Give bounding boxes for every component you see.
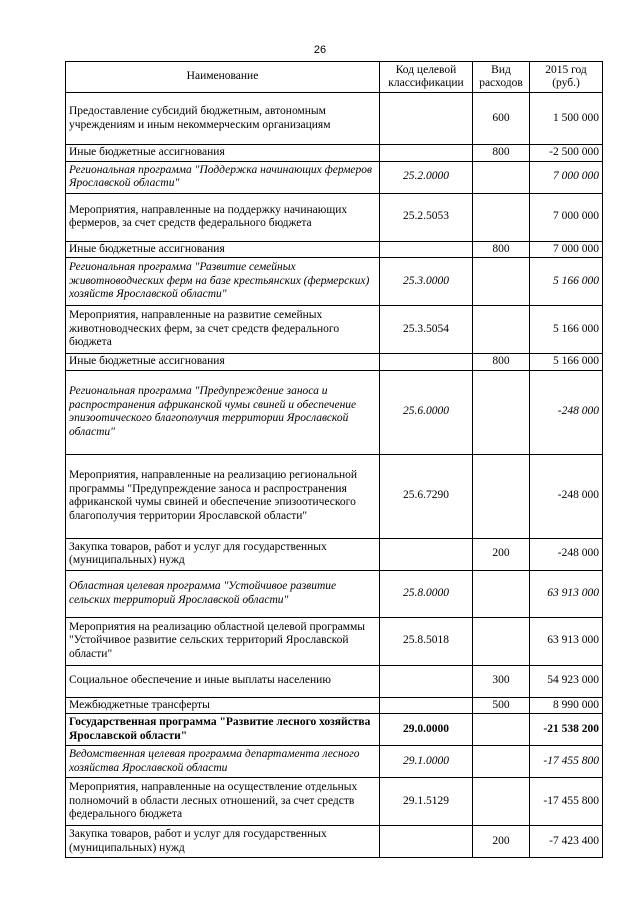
header-sum: 2015 год (руб.) [530, 62, 603, 93]
row-sum-cell: 54 923 000 [530, 665, 603, 697]
table-row [66, 697, 603, 714]
row-kind-cell: 300 [473, 665, 530, 697]
table-row [66, 746, 603, 778]
row-name-cell: Иные бюджетные ассигнования [66, 354, 380, 371]
row-name-cell: Мероприятия на реализацию областной целевой программы "Устойчивое развитие сельских территорий Ярославской области" [66, 617, 380, 665]
row-kind-cell: 800 [473, 145, 530, 162]
row-kind-cell [473, 161, 530, 193]
row-name-cell: Социальное обеспечение и иные выплаты населению [66, 665, 380, 697]
row-sum-cell: -7 423 400 [530, 826, 603, 858]
row-sum-cell: -248 000 [530, 538, 603, 570]
table-row [66, 193, 603, 241]
table-row [66, 778, 603, 826]
row-name-cell: Мероприятия, направленные на осуществление отдельных полномочий в области лесных отношений, за счет средств федерального бюджета [66, 778, 380, 826]
row-name-cell: Межбюджетные трансферты [66, 697, 380, 714]
row-sum-cell: -248 000 [530, 454, 603, 538]
row-sum-cell: -17 455 800 [530, 746, 603, 778]
row-sum-cell: 63 913 000 [530, 570, 603, 617]
row-kind-cell [473, 746, 530, 778]
row-code-cell: 25.8.5018 [380, 617, 473, 665]
row-kind-cell: 600 [473, 93, 530, 145]
row-sum-cell: 7 000 000 [530, 241, 603, 258]
row-kind-cell [473, 778, 530, 826]
row-name-cell: Региональная программа "Предупреждение заноса и распространения африканской чумы свиней и обеспечение эпизоотического благополучия территории Ярославской области" [66, 370, 380, 454]
row-name-cell: Мероприятия, направленные на развитие семейных животноводческих ферм, за счет средств федерального бюджета [66, 306, 380, 354]
row-name-cell: Мероприятия, направленные на поддержку начинающих фермеров, за счет средств федерального бюджета [66, 193, 380, 241]
table-row [66, 617, 603, 665]
row-code-cell [380, 93, 473, 145]
row-sum-cell: -248 000 [530, 370, 603, 454]
table-row [66, 258, 603, 306]
row-code-cell [380, 241, 473, 258]
row-name-cell: Ведомственная целевая программа департамента лесного хозяйства Ярославской области [66, 746, 380, 778]
table-row [66, 538, 603, 570]
page-number: 26 [313, 44, 327, 56]
row-kind-cell [473, 370, 530, 454]
row-name-cell: Закупка товаров, работ и услуг для государственных (муниципальных) нужд [66, 538, 380, 570]
table-row [66, 665, 603, 697]
row-code-cell: 29.0.0000 [380, 714, 473, 746]
row-kind-cell: 800 [473, 354, 530, 371]
row-code-cell: 29.1.5129 [380, 778, 473, 826]
row-kind-cell [473, 193, 530, 241]
row-name-cell: Региональная программа "Развитие семейных животноводческих ферм на базе крестьянских (фермерских) хозяйств Ярославской области" [66, 258, 380, 306]
row-sum-cell: 7 000 000 [530, 161, 603, 193]
header-kind: Вид расходов [473, 62, 530, 93]
table-body [66, 93, 603, 858]
table-row [66, 570, 603, 617]
row-code-cell: 25.3.0000 [380, 258, 473, 306]
row-code-cell: 25.6.0000 [380, 370, 473, 454]
row-name-cell: Мероприятия, направленные на реализацию региональной программы "Предупреждение заноса и распространения африканской чумы свиней и обеспечение эпизоотического благополучия территории Ярославской области" [66, 454, 380, 538]
header-row [66, 62, 603, 93]
row-code-cell [380, 697, 473, 714]
row-code-cell [380, 665, 473, 697]
row-name-cell: Иные бюджетные ассигнования [66, 241, 380, 258]
row-code-cell [380, 826, 473, 858]
row-code-cell: 25.2.0000 [380, 161, 473, 193]
row-name-cell: Предоставление субсидий бюджетным, автономным учреждениям и иным некоммерческим организациям [66, 93, 380, 145]
row-sum-cell: -2 500 000 [530, 145, 603, 162]
row-kind-cell [473, 714, 530, 746]
row-kind-cell [473, 570, 530, 617]
row-code-cell: 25.6.7290 [380, 454, 473, 538]
table-row [66, 370, 603, 454]
row-kind-cell: 800 [473, 241, 530, 258]
row-sum-cell: 7 000 000 [530, 193, 603, 241]
row-code-cell: 25.3.5054 [380, 306, 473, 354]
budget-table [65, 61, 603, 858]
table-row [66, 145, 603, 162]
row-sum-cell: -21 538 200 [530, 714, 603, 746]
row-sum-cell: 5 166 000 [530, 258, 603, 306]
row-name-cell: Областная целевая программа "Устойчивое развитие сельских территорий Ярославской области" [66, 570, 380, 617]
row-sum-cell: 8 990 000 [530, 697, 603, 714]
row-sum-cell: 1 500 000 [530, 93, 603, 145]
row-code-cell [380, 538, 473, 570]
header-code: Код целевой классификации [380, 62, 473, 93]
row-kind-cell: 200 [473, 538, 530, 570]
row-name-cell: Государственная программа "Развитие лесного хозяйства Ярославской области" [66, 714, 380, 746]
row-code-cell: 25.8.0000 [380, 570, 473, 617]
row-code-cell: 29.1.0000 [380, 746, 473, 778]
table-row [66, 161, 603, 193]
row-code-cell [380, 354, 473, 371]
row-kind-cell [473, 258, 530, 306]
table-row [66, 306, 603, 354]
table-row [66, 241, 603, 258]
row-kind-cell [473, 306, 530, 354]
row-name-cell: Закупка товаров, работ и услуг для государственных (муниципальных) нужд [66, 826, 380, 858]
row-sum-cell: 5 166 000 [530, 306, 603, 354]
row-code-cell: 25.2.5053 [380, 193, 473, 241]
table-row [66, 354, 603, 371]
table-row [66, 826, 603, 858]
row-name-cell: Региональная программа "Поддержка начинающих фермеров Ярославской области" [66, 161, 380, 193]
table-row [66, 93, 603, 145]
table-row [66, 454, 603, 538]
row-sum-cell: 5 166 000 [530, 354, 603, 371]
row-sum-cell: -17 455 800 [530, 778, 603, 826]
header-name: Наименование [66, 62, 380, 93]
table-header [66, 62, 603, 93]
row-sum-cell: 63 913 000 [530, 617, 603, 665]
row-kind-cell: 500 [473, 697, 530, 714]
row-kind-cell [473, 617, 530, 665]
row-kind-cell [473, 454, 530, 538]
row-kind-cell: 200 [473, 826, 530, 858]
row-code-cell [380, 145, 473, 162]
table-row [66, 714, 603, 746]
row-name-cell: Иные бюджетные ассигнования [66, 145, 380, 162]
